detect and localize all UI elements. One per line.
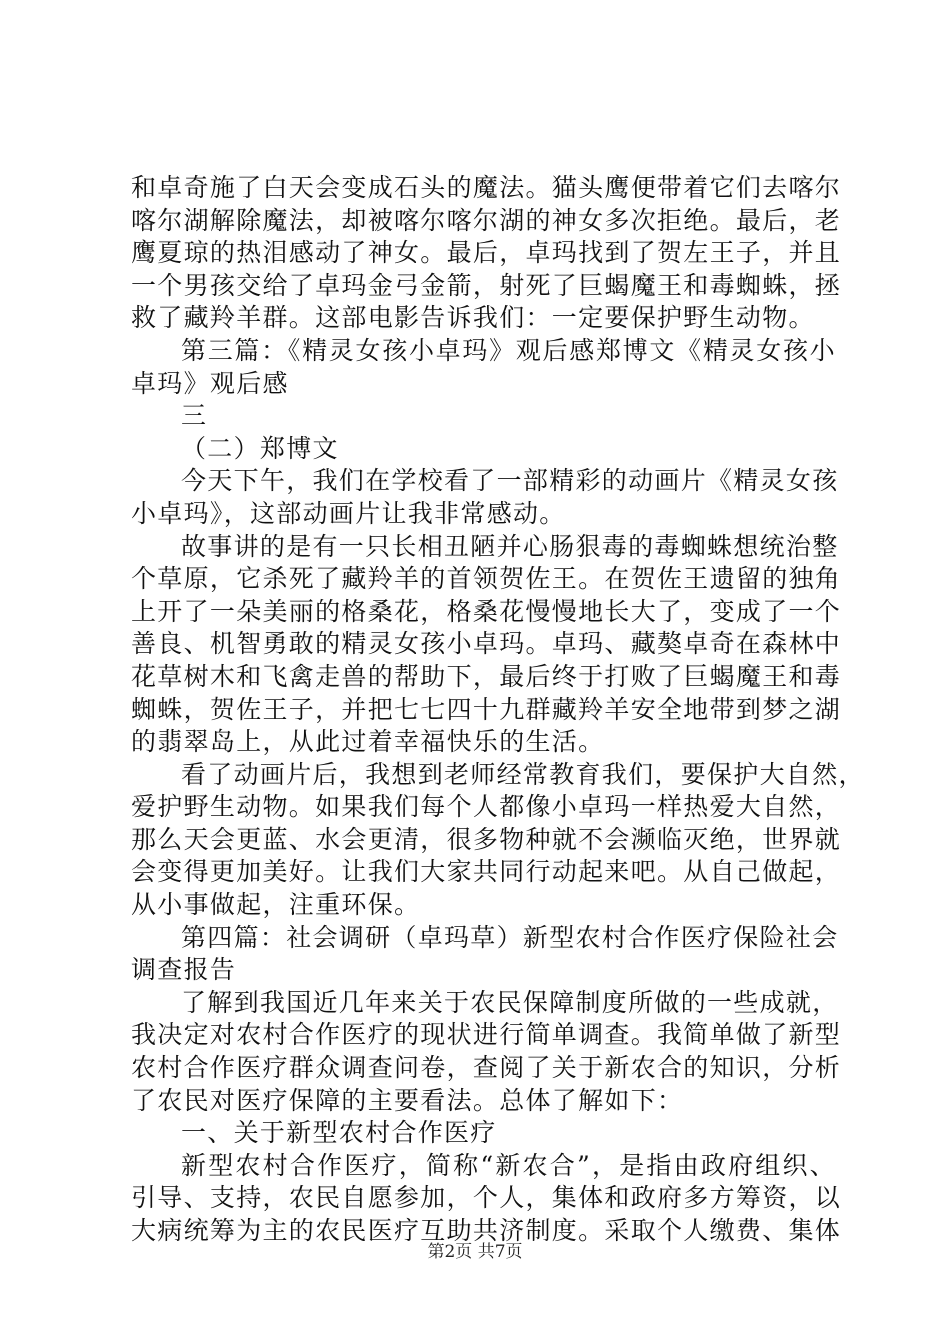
text-line: 了解到我国近几年来关于农民保障制度所做的一些成就， [181, 987, 839, 1017]
text-line: 了农民对医疗保障的主要看法。总体了解如下： [131, 1085, 684, 1115]
text-line: 鹰夏琼的热泪感动了神女。最后，卓玛找到了贺左王子，并且 [131, 238, 842, 268]
text-line: 小卓玛》，这部动画片让我非常感动。 [131, 498, 566, 528]
text-line: 花草树木和飞禽走兽的帮助下，最后终于打败了巨蝎魔王和毒 [131, 661, 842, 691]
text-line: 从小事做起，注重环保。 [131, 890, 421, 920]
text-line: 上开了一朵美丽的格桑花，格桑花慢慢地长大了，变成了一个 [131, 596, 842, 626]
text-line: 个草原，它杀死了藏羚羊的首领贺佐王。在贺佐王遗留的独角 [131, 564, 842, 594]
text-line: 救了藏羚羊群。这部电影告诉我们：一定要保护野生动物。 [131, 303, 815, 333]
document-body [131, 172, 865, 1248]
text-line: 和卓奇施了白天会变成石头的魔法。猫头鹰便带着它们去喀尔 [131, 173, 842, 202]
text-line: 引导、支持，农民自愿参加，个人，集体和政府多方筹资，以 [131, 1183, 842, 1213]
text-line: 一个男孩交给了卓玛金弓金箭，射死了巨蝎魔王和毒蜘蛛，拯 [131, 270, 842, 300]
page-footer [0, 1237, 950, 1262]
text-line: 第三篇：《精灵女孩小卓玛》观后感郑博文《精灵女孩小 [181, 335, 836, 365]
text-line: 一、关于新型农村合作医疗 [181, 1118, 497, 1148]
text-line: 三 [181, 401, 208, 431]
text-line: 调查报告 [131, 955, 237, 985]
text-line: 卓玛》观后感 [131, 368, 289, 398]
text-line: 新型农村合作医疗，简称“新农合”，是指由政府组织、 [181, 1150, 836, 1180]
text-line: 爱护野生动物。如果我们每个人都像小卓玛一样热爱大自然， [131, 792, 842, 822]
text-line: 故事讲的是有一只长相丑陋并心肠狠毒的毒蜘蛛想统治整 [181, 531, 839, 561]
page-number: 第2页 共7页 [427, 1242, 523, 1262]
text-line: 农村合作医疗群众调查问卷，查阅了关于新农合的知识，分析 [131, 1053, 842, 1083]
text-line: 喀尔湖解除魔法，却被喀尔喀尔湖的神女多次拒绝。最后，老 [131, 205, 842, 235]
text-line: 我决定对农村合作医疗的现状进行简单调查。我简单做了新型 [131, 1020, 842, 1050]
text-line: 蜘蛛，贺佐王子，并把七七四十九群藏羚羊安全地带到梦之湖 [131, 694, 842, 724]
text-line: 第四篇：社会调研（卓玛草）新型农村合作医疗保险社会 [181, 922, 839, 952]
text-line: （二）郑博文 [181, 433, 339, 463]
text-line: 那么天会更蓝、水会更清，很多物种就不会濒临灭绝，世界就 [131, 824, 842, 854]
text-line: 会变得更加美好。让我们大家共同行动起来吧。从自己做起， [131, 857, 842, 887]
text-line: 大病统筹为主的农民医疗互助共济制度。采取个人缴费、集体 [131, 1216, 842, 1245]
text-line: 今天下午，我们在学校看了一部精彩的动画片《精灵女孩 [181, 466, 839, 496]
text-line: 善良、机智勇敢的精灵女孩小卓玛。卓玛、藏獒卓奇在森林中 [131, 629, 842, 659]
text-line: 的翡翠岛上，从此过着幸福快乐的生活。 [131, 727, 605, 757]
text-line: 看了动画片后，我想到老师经常教育我们，要保护大自然， [181, 759, 865, 789]
